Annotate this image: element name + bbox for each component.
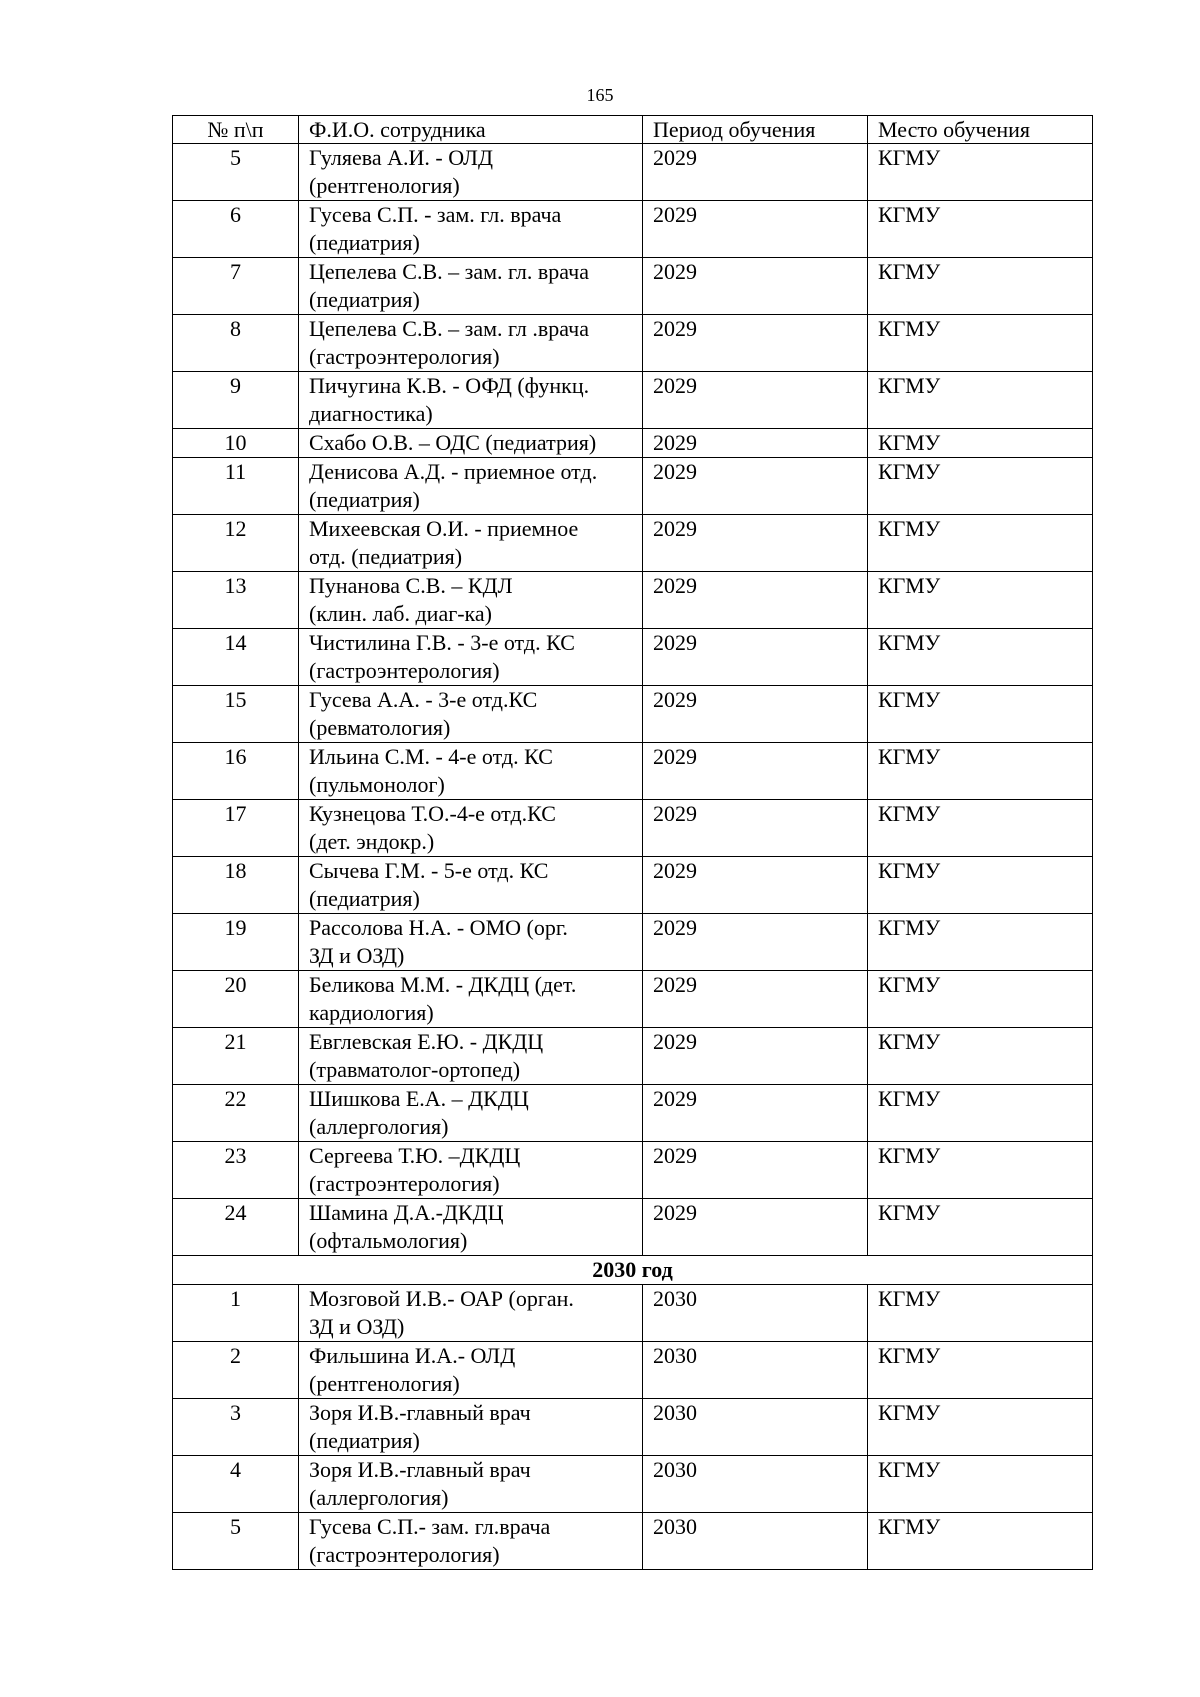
name-line: (рентгенология) [309,173,460,198]
name-line: диагностика) [309,401,433,426]
cell-place: КГМУ [868,1199,1093,1256]
name-line: Михеевская О.И. - приемное [309,516,579,541]
cell-period: 2029 [643,629,868,686]
cell-period: 2029 [643,372,868,429]
cell-name [299,1285,643,1342]
name-line: (гастроэнтерология) [309,344,500,369]
cell-period: 2030 [643,1456,868,1513]
cell-place: КГМУ [868,800,1093,857]
name-line: Зоря И.В.-главный врач [309,1400,531,1425]
table-row [173,1085,1093,1142]
table-row [173,201,1093,258]
name-line: Чистилина Г.В. - 3-е отд. КС [309,630,575,655]
cell-period: 2029 [643,572,868,629]
name-line: ЗД и ОЗД) [309,1314,405,1339]
header-num: № п\п [173,116,299,144]
cell-num: 3 [173,1399,299,1456]
cell-name [299,1456,643,1513]
header-name: Ф.И.О. сотрудника [299,116,643,144]
cell-place: КГМУ [868,686,1093,743]
name-line: Шамина Д.А.-ДКДЦ [309,1200,504,1225]
name-line: (педиатрия) [309,1428,420,1453]
cell-num: 7 [173,258,299,315]
staff-training-table [172,115,1093,1570]
cell-num: 4 [173,1456,299,1513]
name-line: (травматолог-ортопед) [309,1057,521,1082]
table-row [173,144,1093,201]
header-place: Место обучения [868,116,1093,144]
cell-num: 21 [173,1028,299,1085]
name-line: (аллергология) [309,1485,449,1510]
name-line: (педиатрия) [309,230,420,255]
cell-name [299,572,643,629]
name-line: (офтальмология) [309,1228,468,1253]
cell-name [299,1399,643,1456]
cell-name [299,914,643,971]
cell-name [299,1142,643,1199]
cell-period: 2029 [643,971,868,1028]
cell-period: 2030 [643,1513,868,1570]
cell-name [299,372,643,429]
name-line: Пунанова С.В. – КДЛ [309,573,513,598]
cell-num: 10 [173,429,299,458]
cell-period: 2029 [643,458,868,515]
table-row [173,743,1093,800]
table-row [173,1342,1093,1399]
cell-name [299,686,643,743]
table-row [173,315,1093,372]
name-line: Гуляева А.И. - ОЛД [309,145,493,170]
cell-num: 18 [173,857,299,914]
cell-period: 2029 [643,1028,868,1085]
table-row [173,914,1093,971]
cell-name [299,1028,643,1085]
name-line: (гастроэнтерология) [309,1171,500,1196]
cell-num: 19 [173,914,299,971]
table-row [173,572,1093,629]
table-header-row [173,116,1093,144]
name-line: Евглевская Е.Ю. - ДКДЦ [309,1029,544,1054]
name-line: Пичугина К.В. - ОФД (функц. [309,373,590,398]
cell-name [299,429,643,458]
cell-period: 2029 [643,429,868,458]
cell-name [299,857,643,914]
name-line: (пульмонолог) [309,772,445,797]
cell-place: КГМУ [868,515,1093,572]
table-row [173,1285,1093,1342]
name-line: кардиология) [309,1000,434,1025]
name-line: Зоря И.В.-главный врач [309,1457,531,1482]
cell-period: 2030 [643,1342,868,1399]
cell-place: КГМУ [868,144,1093,201]
cell-num: 2 [173,1342,299,1399]
cell-period: 2029 [643,857,868,914]
cell-period: 2029 [643,1142,868,1199]
name-line: (педиатрия) [309,886,420,911]
cell-name [299,515,643,572]
cell-num: 11 [173,458,299,515]
cell-period: 2030 [643,1399,868,1456]
cell-period: 2029 [643,1199,868,1256]
section-2030 [173,1256,1093,1285]
name-line: Рассолова Н.А. - ОМО (орг. [309,915,568,940]
table-row [173,458,1093,515]
cell-place: КГМУ [868,857,1093,914]
cell-place: КГМУ [868,572,1093,629]
table-row [173,1028,1093,1085]
cell-num: 23 [173,1142,299,1199]
table-row [173,629,1093,686]
section-row-2030 [173,1256,1093,1285]
table-row [173,429,1093,458]
name-line: Фильшина И.А.- ОЛД [309,1343,516,1368]
name-line: Цепелева С.В. – зам. гл. врача [309,259,590,284]
section-title-2030: 2030 год [173,1256,1093,1285]
cell-name [299,1199,643,1256]
cell-place: КГМУ [868,1513,1093,1570]
cell-num: 24 [173,1199,299,1256]
cell-num: 15 [173,686,299,743]
cell-name [299,743,643,800]
name-line: (педиатрия) [309,287,420,312]
cell-num: 5 [173,144,299,201]
name-line: Гусева С.П.- зам. гл.врача [309,1514,551,1539]
cell-num: 17 [173,800,299,857]
table-body-2029 [173,144,1093,1256]
name-line: Сычева Г.М. - 5-е отд. КС [309,858,549,883]
table-row [173,1456,1093,1513]
cell-place: КГМУ [868,201,1093,258]
table-row [173,971,1093,1028]
cell-name [299,458,643,515]
cell-name [299,201,643,258]
table-row [173,1399,1093,1456]
cell-num: 12 [173,515,299,572]
cell-name [299,1513,643,1570]
cell-place: КГМУ [868,1085,1093,1142]
cell-num: 16 [173,743,299,800]
cell-place: КГМУ [868,458,1093,515]
name-line: (дет. эндокр.) [309,829,435,854]
cell-place: КГМУ [868,429,1093,458]
cell-place: КГМУ [868,1456,1093,1513]
name-line: (гастроэнтерология) [309,658,500,683]
cell-num: 13 [173,572,299,629]
cell-period: 2029 [643,1085,868,1142]
table-row [173,800,1093,857]
cell-period: 2029 [643,258,868,315]
name-line: Сергеева Т.Ю. –ДКДЦ [309,1143,521,1168]
table-row [173,686,1093,743]
cell-place: КГМУ [868,315,1093,372]
name-line: (ревматология) [309,715,451,740]
name-line: (гастроэнтерология) [309,1542,500,1567]
name-line: Мозговой И.В.- ОАР (орган. [309,1286,574,1311]
cell-place: КГМУ [868,914,1093,971]
cell-place: КГМУ [868,1142,1093,1199]
cell-place: КГМУ [868,258,1093,315]
cell-place: КГМУ [868,1028,1093,1085]
name-line: Шишкова Е.А. – ДКДЦ [309,1086,529,1111]
table-row [173,258,1093,315]
cell-num: 20 [173,971,299,1028]
cell-name [299,629,643,686]
cell-name [299,258,643,315]
cell-period: 2030 [643,1285,868,1342]
cell-place: КГМУ [868,1399,1093,1456]
cell-place: КГМУ [868,629,1093,686]
cell-name [299,1085,643,1142]
cell-period: 2029 [643,144,868,201]
cell-name [299,315,643,372]
cell-period: 2029 [643,515,868,572]
name-line: Цепелева С.В. – зам. гл .врача [309,316,590,341]
cell-period: 2029 [643,315,868,372]
name-line: Схабо О.В. – ОДС (педиатрия) [309,430,597,455]
cell-period: 2029 [643,914,868,971]
cell-num: 9 [173,372,299,429]
cell-name [299,800,643,857]
cell-name [299,971,643,1028]
name-line: Кузнецова Т.О.-4-е отд.КС [309,801,556,826]
cell-name [299,1342,643,1399]
cell-place: КГМУ [868,372,1093,429]
table-row [173,372,1093,429]
table-body-2030 [173,1285,1093,1570]
name-line: (педиатрия) [309,487,420,512]
table-row [173,857,1093,914]
cell-place: КГМУ [868,971,1093,1028]
cell-period: 2029 [643,800,868,857]
cell-place: КГМУ [868,743,1093,800]
cell-num: 22 [173,1085,299,1142]
page-number: 165 [586,85,614,105]
cell-period: 2029 [643,686,868,743]
name-line: Гусева А.А. - 3-е отд.КС [309,687,538,712]
cell-place: КГМУ [868,1285,1093,1342]
table-row [173,1142,1093,1199]
name-line: (рентгенология) [309,1371,460,1396]
table-row [173,1513,1093,1570]
cell-num: 5 [173,1513,299,1570]
cell-period: 2029 [643,201,868,258]
name-line: Денисова А.Д. - приемное отд. [309,459,598,484]
header-period: Период обучения [643,116,868,144]
name-line: ЗД и ОЗД) [309,943,405,968]
table-row [173,1199,1093,1256]
table-row [173,515,1093,572]
name-line: Беликова М.М. - ДКДЦ (дет. [309,972,577,997]
name-line: Ильина С.М. - 4-е отд. КС [309,744,553,769]
cell-num: 1 [173,1285,299,1342]
cell-period: 2029 [643,743,868,800]
name-line: (аллергология) [309,1114,449,1139]
cell-name [299,144,643,201]
cell-place: КГМУ [868,1342,1093,1399]
name-line: Гусева С.П. - зам. гл. врача [309,202,562,227]
cell-num: 6 [173,201,299,258]
cell-num: 14 [173,629,299,686]
name-line: отд. (педиатрия) [309,544,463,569]
cell-num: 8 [173,315,299,372]
name-line: (клин. лаб. диаг-ка) [309,601,493,626]
